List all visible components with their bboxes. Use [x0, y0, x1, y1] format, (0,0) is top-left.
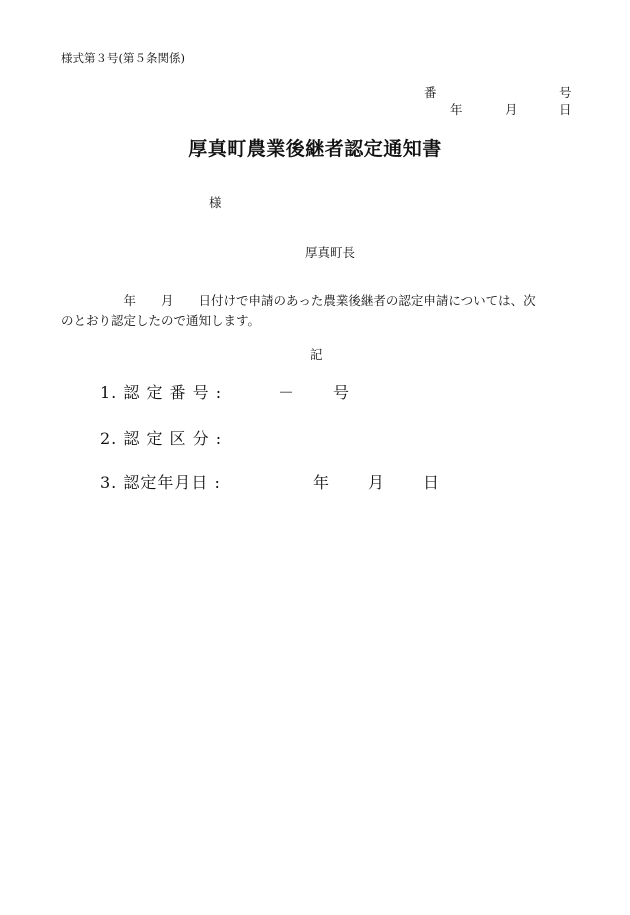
body-line-2: のとおり認定したので通知します。 — [61, 313, 261, 328]
ki-heading: 記 — [310, 347, 323, 362]
issue-date-day: 日 — [559, 102, 572, 117]
item-certification-date-day: 日 — [423, 473, 440, 492]
issue-date-year: 年 — [450, 102, 463, 117]
item-certification-date-label: 3. 認定年月日 : — [100, 473, 221, 492]
item-certification-category-label: 2. 認 定 区 分 : — [100, 429, 223, 448]
body-paragraph — [61, 291, 576, 331]
item-certification-number-suffix: 号 — [333, 383, 350, 402]
item-certification-number-dash: － — [278, 383, 295, 402]
body-line-1: 年 月 日付けで申請のあった農業後継者の認定申請については、次 — [61, 293, 536, 308]
item-certification-date-month: 月 — [368, 473, 385, 492]
form-label: 様式第３号(第５条関係) — [61, 51, 185, 65]
issue-date-month: 月 — [505, 102, 518, 117]
document-title: 厚真町農業後継者認定通知書 — [188, 138, 442, 160]
reference-number-label: 番 — [424, 85, 437, 100]
item-certification-date-year: 年 — [313, 473, 330, 492]
item-certification-number-label: 1. 認 定 番 号 : — [100, 383, 223, 402]
issuer-name: 厚真町長 — [305, 245, 356, 260]
addressee-honorific: 様 — [209, 195, 222, 210]
reference-number-suffix: 号 — [559, 85, 572, 100]
